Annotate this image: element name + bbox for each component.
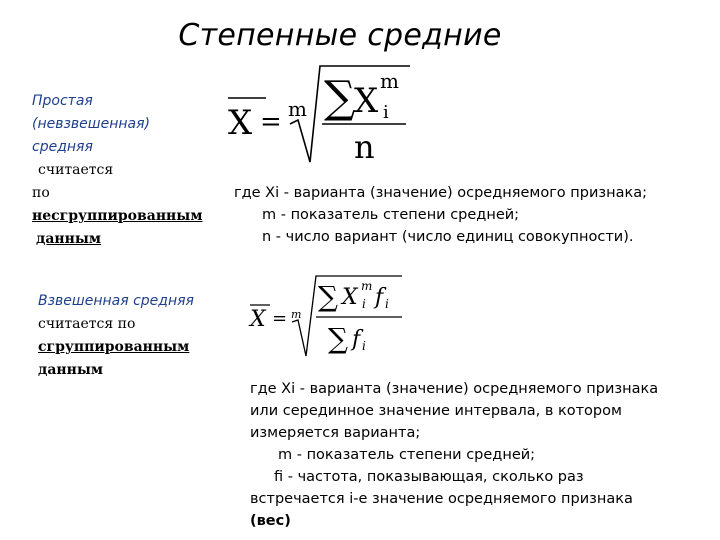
simple-label-line-3: средняя (32, 139, 93, 155)
weighted-f-subscript: i (385, 297, 389, 311)
weighted-text-line-1: считается по (38, 316, 136, 332)
weighted-label-line-1: Взвешенная средняя (38, 293, 194, 309)
weighted-mean-description (38, 290, 194, 382)
weighted-equals: = (272, 308, 288, 329)
weighted-explanation-line-5: fi - частота, показывающая, сколько раз (274, 469, 584, 485)
weighted-exponent: m (361, 279, 373, 293)
simple-explanation-line-2: m - показатель степени средней; (262, 207, 520, 223)
simple-explanation-line-3: n - число вариант (число единиц совокупности). (262, 229, 634, 245)
weighted-underline-line-1: сгруппированным (38, 339, 190, 355)
simple-mean-description (32, 90, 203, 251)
simple-text-line-1: считается (38, 162, 114, 178)
simple-explanation (234, 182, 647, 248)
simple-label-line-1: Простая (32, 93, 93, 109)
weighted-explanation-line-4: m - показатель степени средней; (278, 447, 536, 463)
weighted-bold-line-1: данным (38, 362, 104, 378)
weighted-den-subscript: i (362, 339, 366, 353)
weighted-sum-sign: ∑ (318, 280, 338, 313)
simple-mean-formula (220, 58, 420, 168)
formula-equals: = (260, 107, 282, 137)
simple-underline-line-2: данным (36, 231, 102, 247)
weighted-den-f: f (352, 327, 361, 352)
simple-explanation-line-1: где Xi - варианта (значение) осредняемого признака; (234, 185, 648, 201)
formula-denominator: n (354, 128, 375, 166)
simple-text-line-2: по (32, 185, 50, 201)
formula-exponent: m (380, 69, 399, 93)
weighted-explanation-line-2: или серединное значение интервала, в котором (250, 403, 622, 419)
weighted-explanation-line-1: где Xi - варианта (значение) осредняемого признака (250, 381, 659, 397)
sum-sign: ∑ (324, 72, 356, 123)
weighted-explanation-line-3: измеряется варианта; (250, 425, 421, 441)
weighted-variable: X (342, 285, 358, 310)
slide-title: Степенные средние (178, 18, 502, 53)
weighted-explanation-line-6: встречается i-е значение осредняемого признака (250, 491, 633, 507)
simple-underline-line-1: несгруппированным (32, 208, 203, 224)
weighted-lhs: X (250, 307, 266, 332)
weighted-f: f (375, 285, 384, 310)
formula-subscript: i (383, 102, 389, 123)
formula-variable: X (354, 81, 379, 121)
simple-label-line-2: (невзвешенная) (32, 116, 150, 132)
weighted-explanation (250, 378, 658, 532)
formula-lhs: X (228, 103, 253, 143)
weighted-den-sum-sign: ∑ (328, 322, 348, 355)
weighted-root-index: m (291, 308, 302, 321)
weighted-mean-formula (246, 272, 416, 362)
weighted-subscript: i (362, 297, 366, 311)
weighted-explanation-line-7: (вес) (250, 513, 291, 529)
root-index: m (288, 97, 307, 121)
